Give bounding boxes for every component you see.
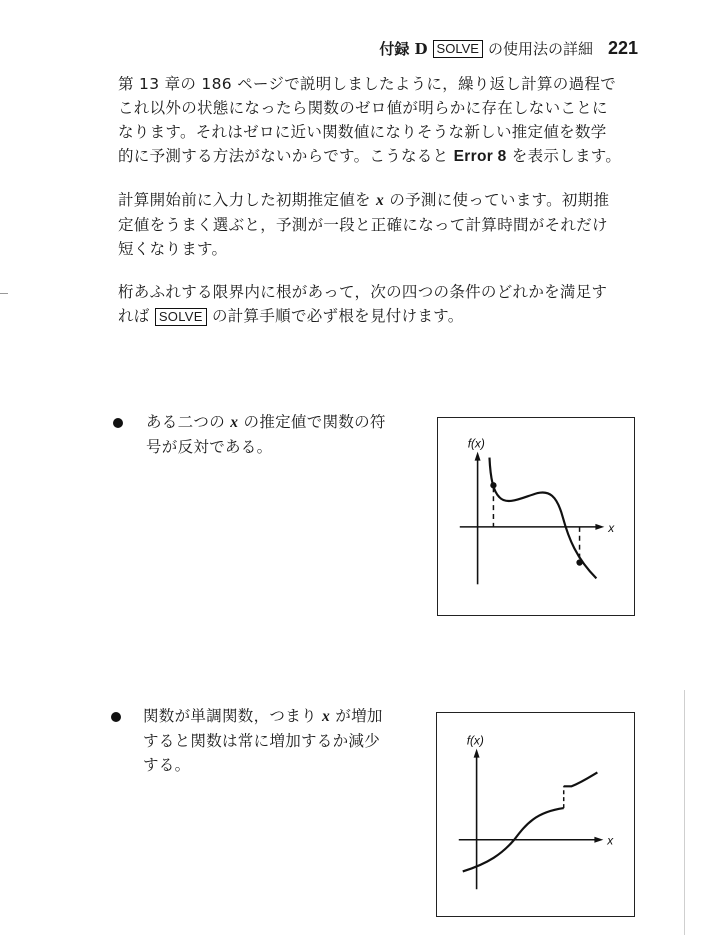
page-header [379,38,638,59]
solve-key-icon: SOLVE [433,40,483,58]
error-code: Error 8 [453,148,507,165]
paragraph-line: なります。それはゼロに近い関数値になりそうな新しい推定値を数学 [118,123,607,141]
text-segment: れば [118,307,155,325]
variable-x: x [230,414,239,431]
text-segment: 計算開始前に入力した初期推定値を [118,191,377,209]
bullet-line: する。 [143,756,191,774]
x-axis-arrow [594,837,603,843]
margin-rule [684,690,685,935]
paragraph-3 [118,280,638,328]
bullet-line [143,704,383,729]
bullet-icon [111,712,121,722]
graph-2-svg [437,713,634,916]
header-title: の使用法の詳細 [487,40,593,58]
estimate-point-left [490,482,496,488]
solve-key-icon: SOLVE [155,308,207,326]
x-axis-arrow [595,524,604,530]
margin-mark [0,293,8,294]
paragraph-2 [118,188,638,261]
bullet-line [146,410,386,435]
y-axis-arrow [475,452,481,461]
variable-x: x [376,192,385,209]
paragraph-line [118,144,638,169]
paragraph-1 [118,72,638,169]
x-axis-label: x [608,520,615,535]
y-axis-label: f(x) [467,436,485,451]
paragraph-line: 短くなります。 [118,240,228,258]
text-segment: の予測に使っています。初期推 [384,191,610,209]
page-number: 221 [607,38,638,58]
paragraph-line [118,304,638,328]
text-segment: の推定値で関数の符 [238,413,386,431]
graph-sign-change [437,417,635,616]
graph-monotonic [436,712,635,917]
bullet-icon [113,418,123,428]
text-segment: ある二つの [146,413,231,431]
paragraph-line [118,188,638,213]
appendix-label: 付録 D [379,40,428,58]
paragraph-line: 桁あふれする限界内に根があって，次の四つの条件のどれかを満足す [118,283,608,301]
estimate-point-right [576,559,582,565]
text-segment: を表示します。 [506,147,622,165]
y-axis-arrow [474,749,480,758]
bullet-2-text [143,704,383,777]
graph-1-svg [438,418,634,615]
paragraph-line: 定値をうまく選ぶと，予測が一段と正確になって計算時間がそれだけ [118,216,608,234]
bullet-line: 号が反対である。 [146,438,273,456]
paragraph-line: 第 13 章の 186 ページで説明しましたように，繰り返し計算の過程で [118,75,617,93]
function-curve-upper [564,772,598,786]
text-segment: が増加 [330,707,383,725]
y-axis-label: f(x) [466,733,484,748]
text-segment: 的に予測する方法がないからです。こうなると [118,147,454,165]
text-segment: の計算手順で必ず根を見付けます。 [206,307,464,325]
variable-x: x [322,708,331,725]
x-axis-label: x [607,833,614,848]
bullet-line: すると関数は常に増加するか減少 [143,732,381,750]
bullet-1-text [146,410,386,459]
paragraph-line: これ以外の状態になったら関数のゼロ値が明らかに存在しないことに [118,99,608,117]
text-segment: 関数が単調関数，つまり [143,707,323,725]
